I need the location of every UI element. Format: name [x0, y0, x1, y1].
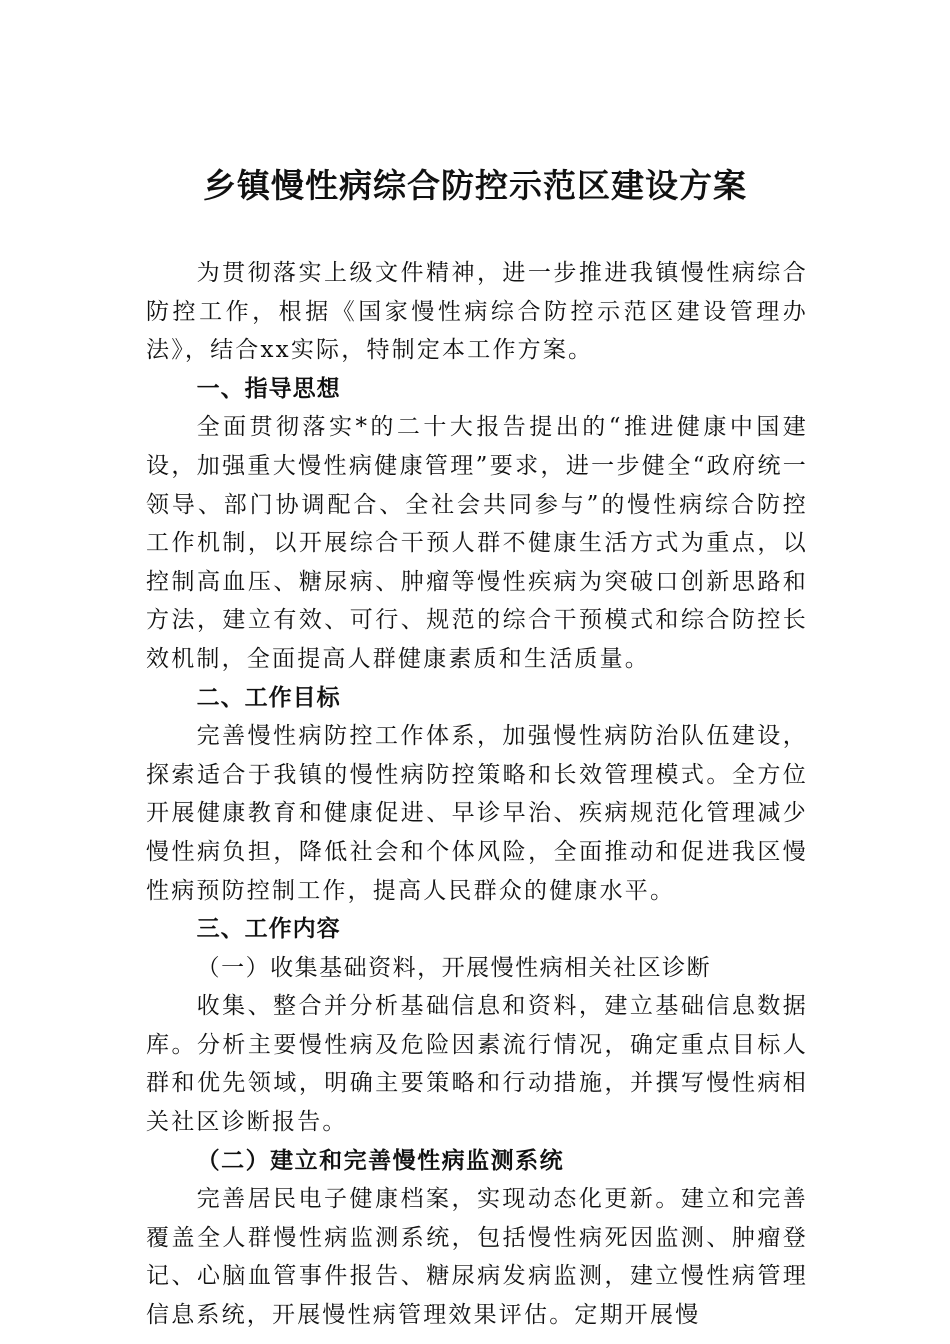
subsection-heading-monitoring-system: （二）建立和完善慢性病监测系统 — [196, 1146, 565, 1174]
subsection-paragraph-monitoring-system: 完善居民电子健康档案，实现动态化更新。建立和完善覆盖全人群慢性病监测系统，包括慢性病死因监测、肿瘤登记、心脑血管事件报告、糖尿病发病监测，建立慢性病管理信息系统，开展慢性病管理效果评估。定期开展慢 — [146, 1186, 808, 1329]
document-body — [146, 254, 808, 1335]
intro-paragraph: 为贯彻落实上级文件精神，进一步推进我镇慢性病综合防控工作，根据《国家慢性病综合防控示范区建设管理办法》，结合xx实际，特制定本工作方案。 — [146, 260, 808, 364]
section-paragraph-work-goals: 完善慢性病防控工作体系，加强慢性病防治队伍建设，探索适合于我镇的慢性病防控策略和长效管理模式。全方位开展健康教育和健康促进、早诊早治、疾病规范化管理减少慢性病负担，降低社会和个体风险，全面推动和促进我区慢性病预防控制工作，提高人民群众的健康水平。 — [146, 723, 808, 904]
document-title: 乡镇慢性病综合防控示范区建设方案 — [203, 166, 747, 205]
section-paragraph-guiding-ideology: 全面贯彻落实*的二十大报告提出的“推进健康中国建设，加强重大慢性病健康管理”要求，进一步健全“政府统一领导、部门协调配合、全社会共同参与”的慢性病综合防控工作机制，以开展综合干预人群不健康生活方式为重点，以控制高血压、糖尿病、肿瘤等慢性疾病为突破口创新思路和方法，建立有效、可行、规范的综合干预模式和综合防控长效机制，全面提高人群健康素质和生活质量。 — [146, 414, 808, 672]
subsection-paragraph-basic-data: 收集、整合并分析基础信息和资料，建立基础信息数据库。分析主要慢性病及危险因素流行情况，确定重点目标人群和优先领域，明确主要策略和行动措施，并撰写慢性病相关社区诊断报告。 — [146, 993, 808, 1136]
section-heading-work-content: 三、工作内容 — [196, 916, 341, 943]
section-heading-work-goals: 二、工作目标 — [196, 684, 341, 711]
subsection-heading-basic-data: （一）收集基础资料，开展慢性病相关社区诊断 — [196, 954, 712, 981]
section-heading-guiding-ideology: 一、指导思想 — [196, 375, 341, 402]
